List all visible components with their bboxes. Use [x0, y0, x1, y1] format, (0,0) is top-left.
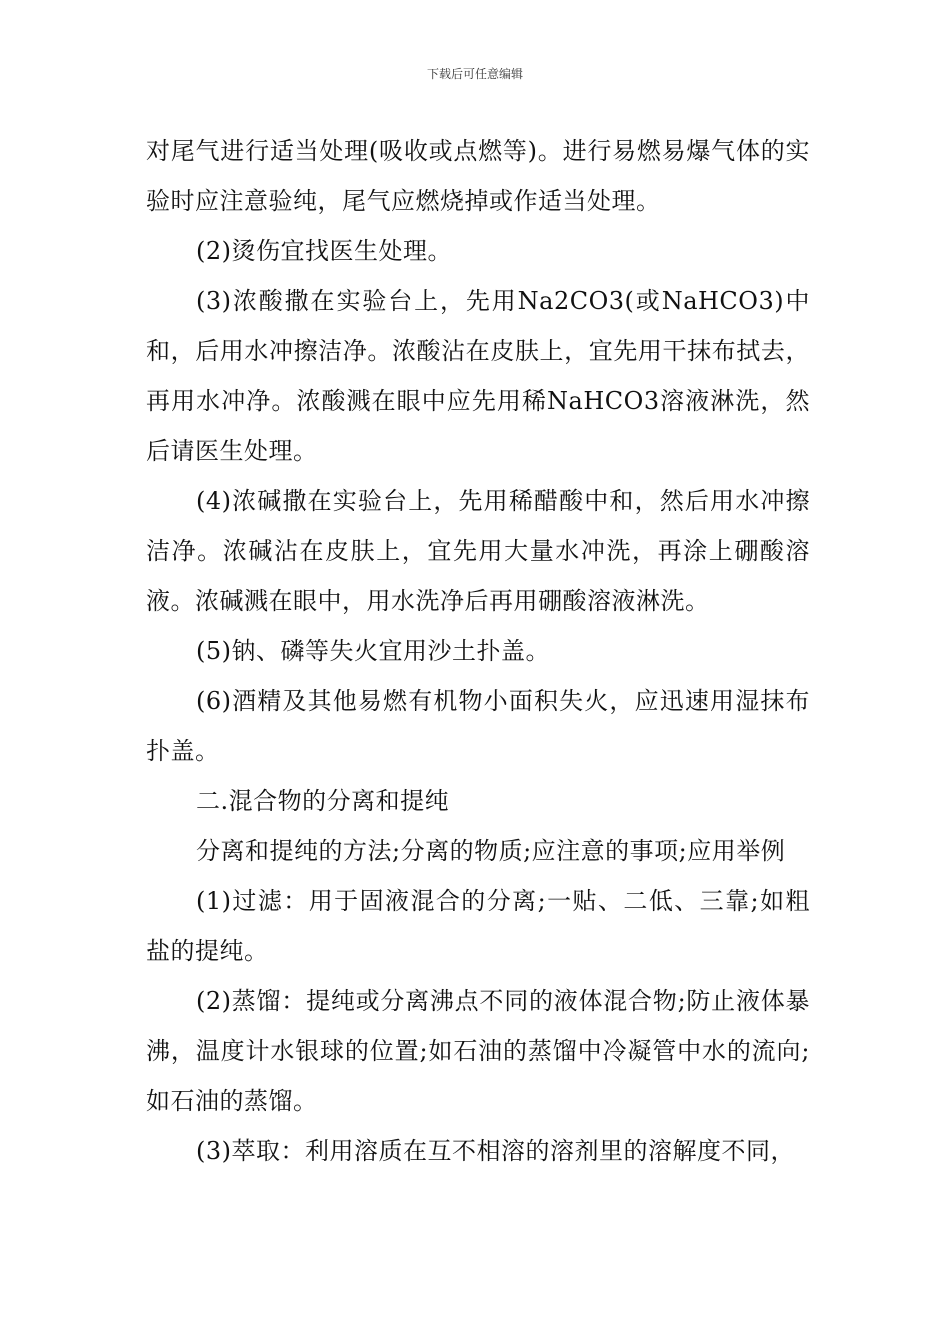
paragraph-distillation: (2)蒸馏：提纯或分离沸点不同的液体混合物;防止液体暴沸，温度计水银球的位置;如石油的蒸馏中冷凝管中水的流向;如石油的蒸馏。 [146, 987, 810, 1115]
section-heading-separation: 二.混合物的分离和提纯 [196, 787, 450, 815]
paragraph-sodium-fire: (5)钠、磷等失火宜用沙土扑盖。 [196, 637, 550, 665]
paragraph-methods-intro: 分离和提纯的方法;分离的物质;应注意的事项;应用举例 [196, 837, 786, 865]
paragraph-extraction: (3)萃取：利用溶质在互不相溶的溶剂里的溶解度不同， [196, 1137, 795, 1165]
paragraph-alkali-spill: (4)浓碱撒在实验台上，先用稀醋酸中和，然后用水冲擦洁净。浓碱沾在皮肤上，宜先用大量水冲洗，再涂上硼酸溶液。浓碱溅在眼中，用水洗净后再用硼酸溶液淋洗。 [146, 487, 810, 615]
paragraph-burn-treatment: (2)烫伤宜找医生处理。 [196, 237, 452, 265]
paragraph-tail-gas-treatment: 对尾气进行适当处理(吸收或点燃等)。进行易燃易爆气体的实验时应注意验纯，尾气应燃烧掉或作适当处理。 [146, 137, 810, 215]
paragraph-acid-spill: (3)浓酸撒在实验台上，先用Na2CO3(或NaHCO3)中和，后用水冲擦洁净。浓酸沾在皮肤上，宜先用干抹布拭去，再用水冲净。浓酸溅在眼中应先用稀NaHCO3溶液淋洗，然后请医生处理。 [146, 287, 810, 465]
paragraph-filtration: (1)过滤：用于固液混合的分离;一贴、二低、三靠;如粗盐的提纯。 [146, 887, 810, 965]
paragraph-alcohol-fire: (6)酒精及其他易燃有机物小面积失火，应迅速用湿抹布扑盖。 [146, 687, 810, 765]
page-header: 下载后可任意编辑 [426, 67, 523, 81]
document-body [146, 126, 810, 1176]
